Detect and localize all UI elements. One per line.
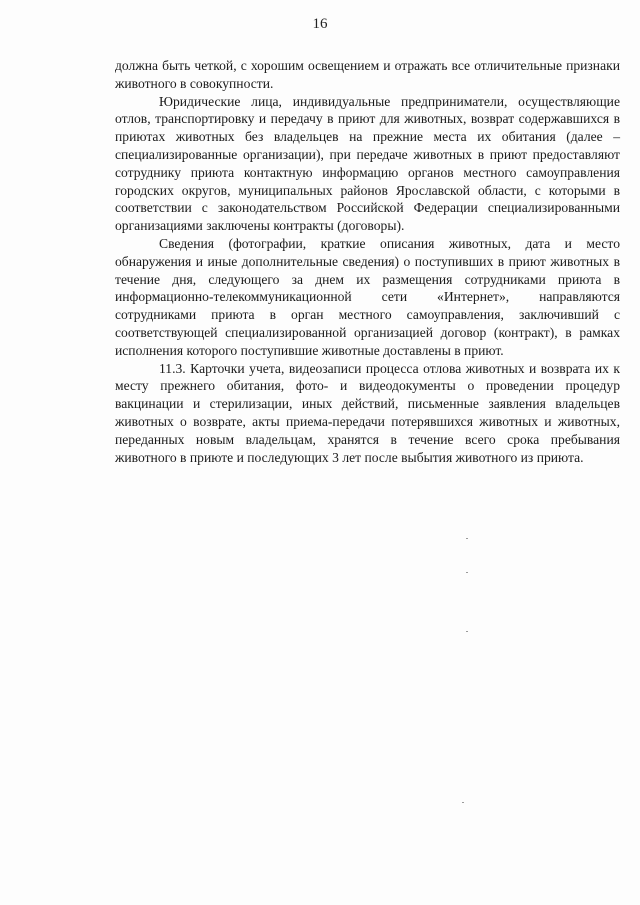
scan-speck (466, 538, 468, 539)
scan-speck (466, 631, 468, 632)
scan-speck (462, 802, 464, 803)
paragraph-section-11-3: 11.3. Карточки учета, видеозаписи процесса отлова животных и возврата их к месту прежнего обитания, фото- и видеодокументы о проведении процедур вакцинации и стерилизации, иных действий, письменные заявления владельцев животных о возврате, акты приема-передачи потерявшихся животных и животных, переданных новым владельцам, хранятся в течение всего срока пребывания животного в приюте и последующих 3 лет после выбытия животного из приюта. (115, 360, 620, 465)
document-body (115, 57, 620, 466)
paragraph-information: Сведения (фотографии, краткие описания животных, дата и место обнаружения и иные дополнительные сведения) о поступивших в приют животных в течение дня, следующего за днем их размещения сотрудниками приюта в информационно-телекоммуникационной сети «Интернет», направляются сотрудниками приюта в орган местного самоуправления, заключивший с соответствующей специализированной организацией договор (контракт), в рамках исполнения которого поступившие животные доставлены в приют. (115, 235, 620, 358)
page-number: 16 (312, 16, 328, 32)
paragraph-legal-entities: Юридические лица, индивидуальные предприниматели, осуществляющие отлов, транспортировку и передачу в приют для животных, возврат содержавшихся в приютах животных без владельцев на прежние места их обитания (далее – специализированные организации), при передаче животных в приют предоставляют сотруднику приюта контактную информацию органов местного самоуправления городских округов, муниципальных районов Ярославской области, с которыми в соответствии с законодательством Российской Федерации специализированными организациями заключены контракты (договоры). (115, 93, 620, 234)
scan-speck (466, 572, 468, 573)
paragraph-continuation: должна быть четкой, с хорошим освещением и отражать все отличительные признаки животного в совокупности. (115, 58, 620, 91)
